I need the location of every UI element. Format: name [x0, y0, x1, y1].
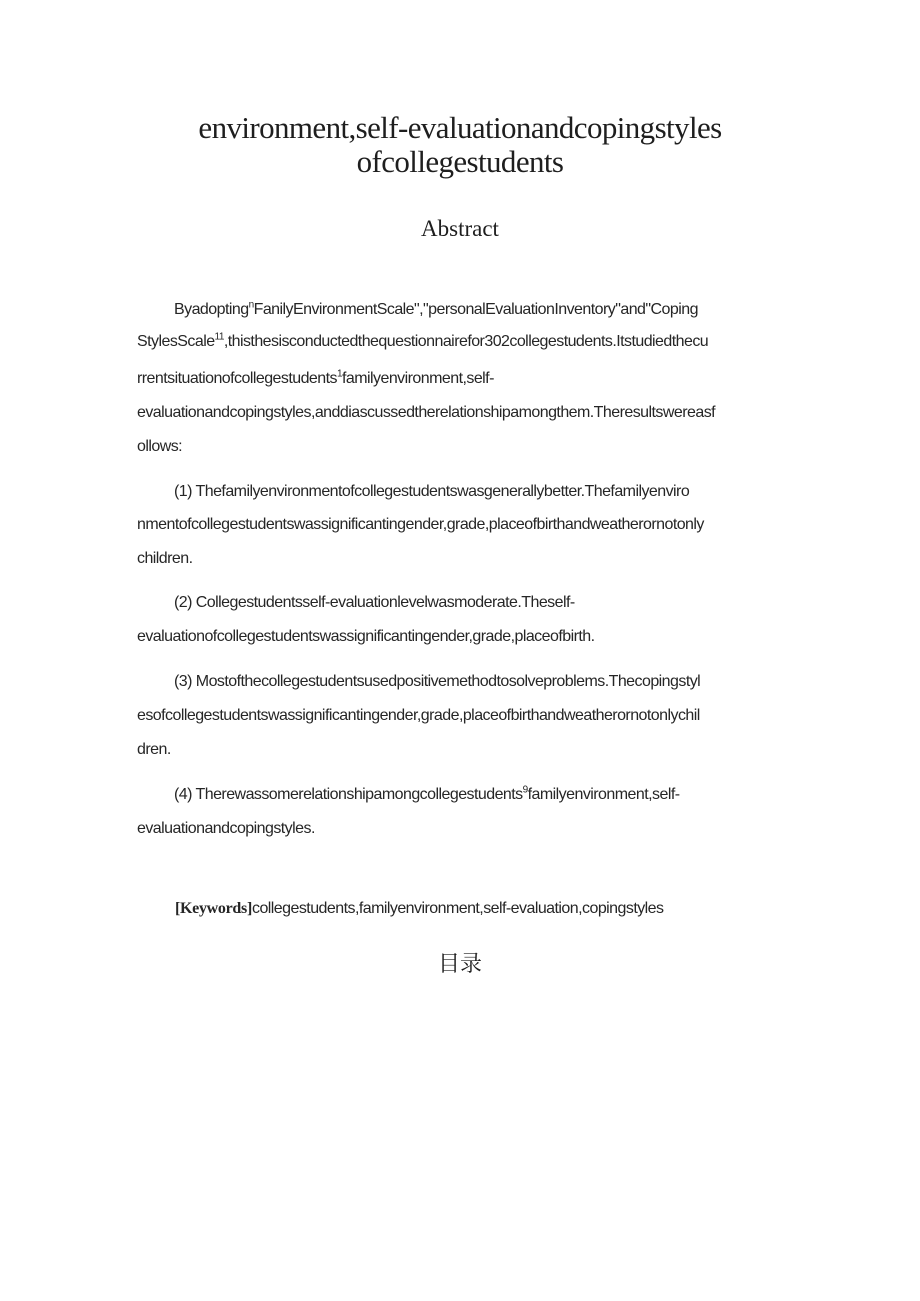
intro-line-5: ollows:: [137, 438, 183, 455]
item4-line-2: evaluationandcopingstyles.: [137, 820, 315, 837]
intro-line-3: [137, 368, 494, 390]
title-line-1: environment,self-evaluationandcopingstyles: [198, 110, 722, 145]
intro-text: familyenvironment,self-: [342, 370, 494, 387]
intro-text: FanilyEnvironmentScale","personalEvaluationInventory"and"Coping: [253, 301, 698, 318]
keywords-text: collegestudents,familyenvironment,self-evaluation,copingstyles: [252, 900, 664, 917]
intro-text: rrentsituationofcollegestudents: [137, 370, 337, 387]
keywords-line: [175, 898, 663, 920]
toc-heading: 目录: [437, 952, 482, 977]
item1-line-1: (1) Thefamilyenvironmentofcollegestudentswasgenerallybetter.Thefamilyenviro: [174, 483, 690, 500]
intro-line-4: evaluationandcopingstyles,anddiascussedtherelationshipamongthem.Theresultswereasf: [137, 404, 716, 421]
item1-line-3: children.: [137, 550, 193, 567]
item4-text: (4) Therewassomerelationshipamongcollegestudents: [174, 786, 523, 803]
item4-line-1: [174, 784, 680, 806]
abstract-heading: Abstract: [421, 216, 499, 241]
footnote-mark: 11: [214, 331, 224, 343]
footnote-mark: 1: [336, 368, 342, 380]
item1-line-2: nmentofcollegestudentswassignificantingender,grade,placeofbirthandweatherornotonly: [137, 516, 704, 533]
footnote-mark: 9: [522, 784, 528, 796]
intro-text: Byadopting: [174, 301, 249, 318]
item4-text: familyenvironment,self-: [527, 786, 680, 803]
item3-line-1: (3) Mostofthecollegestudentsusedpositivemethodtosolveproblems.Thecopingstyl: [174, 673, 701, 690]
intro-text: ,thisthesisconductedthequestionnairefor302collegestudents.Itstudiedthecu: [223, 333, 709, 350]
intro-line-1: [174, 299, 698, 321]
intro-line-2: [137, 331, 708, 353]
title-line-2: ofcollegestudents: [356, 144, 564, 179]
item3-line-2: esofcollegestudentswassignificantingender,grade,placeofbirthandweatherornotonlychil: [137, 707, 700, 724]
item2-line-2: evaluationofcollegestudentswassignificantingender,grade,placeofbirth.: [137, 628, 595, 645]
item3-line-3: dren.: [137, 741, 171, 758]
item2-line-1: (2) Collegestudentsself-evaluationlevelwasmoderate.Theself-: [174, 594, 575, 611]
keywords-label: [Keywords]: [175, 900, 252, 917]
intro-text: StylesScale: [137, 333, 215, 350]
footnote-mark: n: [248, 299, 254, 311]
